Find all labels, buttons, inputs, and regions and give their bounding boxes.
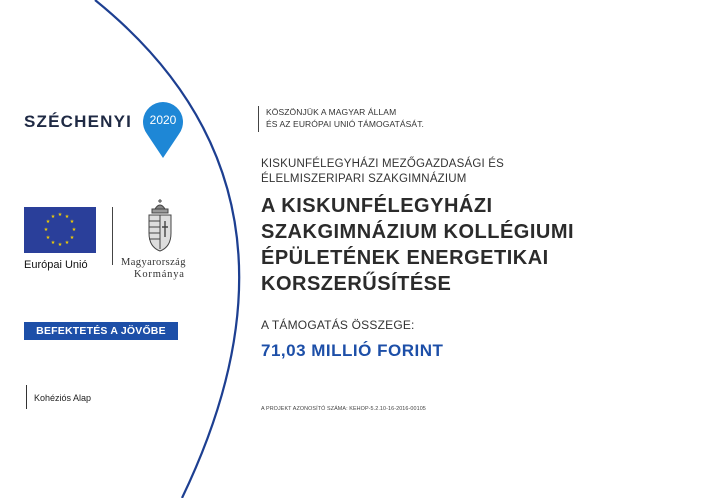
svg-text:★: ★: [64, 240, 70, 246]
thanks-text: [266, 106, 424, 130]
project-title-line2: SZAKGIMNÁZIUM KOLLÉGIUMI: [261, 221, 575, 243]
szechenyi-2020-pin-icon: [141, 100, 185, 160]
szechenyi-logo-text: SZÉCHENYI: [24, 112, 133, 131]
svg-text:★: ★: [43, 227, 49, 233]
fund-name: Kohéziós Alap: [34, 393, 92, 403]
svg-text:★: ★: [50, 214, 56, 220]
svg-text:★: ★: [69, 219, 75, 225]
thanks-divider: [258, 106, 259, 132]
eu-flag-icon: [24, 207, 96, 253]
logo-divider: [112, 207, 113, 265]
svg-text:★: ★: [64, 214, 70, 220]
fund-divider: [26, 385, 27, 409]
project-title-line3: ÉPÜLETÉNEK ENERGETIKAI: [261, 247, 549, 269]
investment-badge: BEFEKTETÉS A JÖVŐBE: [24, 322, 178, 340]
support-amount: 71,03 MILLIÓ FORINT: [261, 341, 444, 360]
thanks-line1: KÖSZÖNJÜK A MAGYAR ÁLLAM: [266, 107, 397, 117]
project-id: A PROJEKT AZONOSÍTÓ SZÁMA: KEHOP-5.2.10-16-2016-00105: [261, 406, 426, 412]
project-title-line1: A KISKUNFÉLEGYHÁZI: [261, 195, 493, 217]
government-name-line2: Kormánya: [134, 269, 185, 280]
svg-text:★: ★: [57, 242, 63, 248]
thanks-line2: ÉS AZ EURÓPAI UNIÓ TÁMOGATÁSÁT.: [266, 119, 425, 129]
government-name-line1: Magyarország: [121, 257, 186, 268]
eu-label: Európai Unió: [24, 259, 88, 271]
hungarian-coat-of-arms-icon: [143, 197, 177, 253]
beneficiary-name: [261, 157, 504, 187]
beneficiary-line1: KISKUNFÉLEGYHÁZI MEZŐGAZDASÁGI ÉS: [261, 158, 505, 170]
logo-year: 2020: [149, 113, 177, 127]
beneficiary-line2: ÉLELMISZERIPARI SZAKGIMNÁZIUM: [261, 173, 467, 185]
svg-text:★: ★: [45, 235, 51, 241]
svg-text:★: ★: [69, 235, 75, 241]
support-label: A TÁMOGATÁS ÖSSZEGE:: [261, 318, 415, 332]
project-title-line4: KORSZERŰSÍTÉSE: [261, 273, 452, 295]
project-title: [261, 193, 681, 297]
svg-text:★: ★: [71, 227, 77, 233]
svg-text:★: ★: [45, 219, 51, 225]
svg-text:★: ★: [57, 212, 63, 218]
svg-text:★: ★: [50, 240, 56, 246]
